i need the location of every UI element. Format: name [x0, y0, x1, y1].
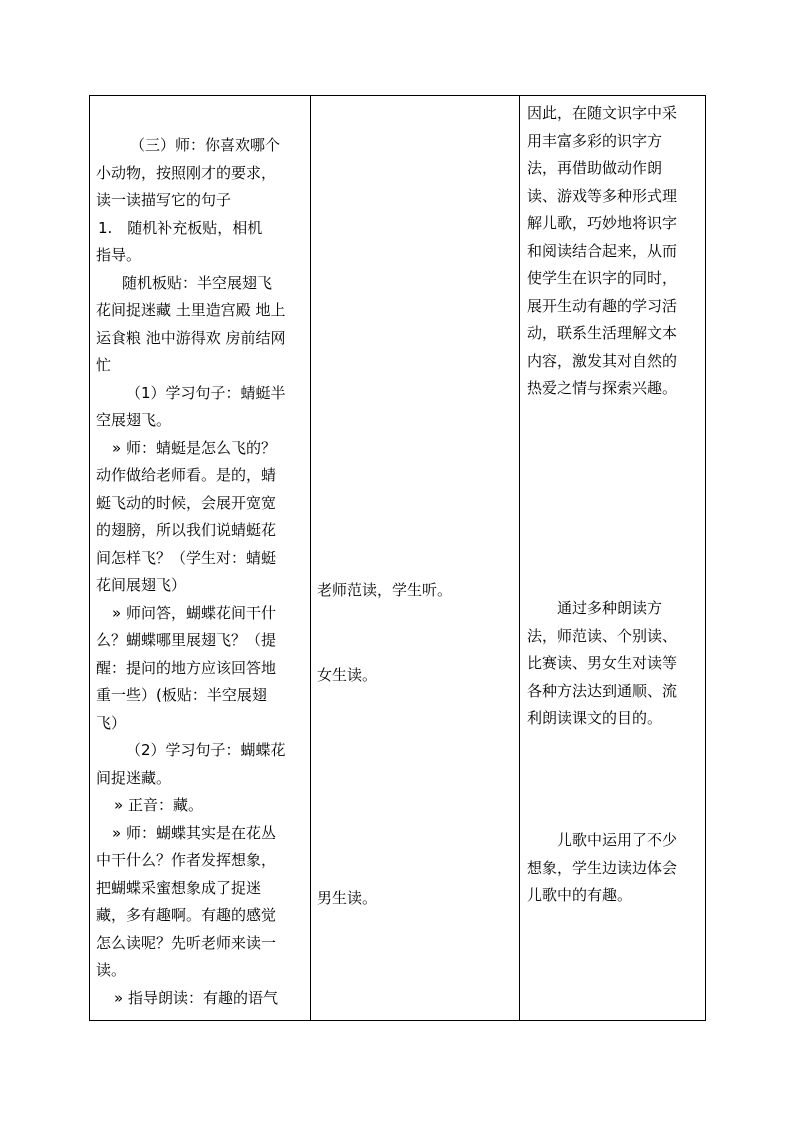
- text-line: 怎么读呢？先听老师来读一: [96, 934, 277, 952]
- text-line: 醒：提问的地方应该回答地: [96, 659, 277, 677]
- text-line: 蜓飞动的时候，会展开宽宽: [96, 494, 277, 512]
- text-line: 花间展翅飞）: [96, 576, 187, 594]
- text-line: 1. 随机补充板贴，相机: [98, 219, 263, 237]
- text-line: 通过多种朗读方: [557, 599, 663, 617]
- text-line: 男生读。: [317, 889, 378, 907]
- student-activity-cell: [311, 96, 520, 1021]
- text-line: 藏，多有趣啊。有趣的感觉: [96, 906, 277, 924]
- text-line: 读。: [96, 961, 127, 979]
- text-line: （三）师：你喜欢哪个: [130, 136, 281, 154]
- text-line: 热爱之情与探索兴趣。: [527, 379, 678, 397]
- text-line: 动，联系生活理解文本: [527, 324, 678, 342]
- text-line: 动作做给老师看。是的，蜻: [96, 466, 277, 484]
- text-line: » 师：蜻蜓是怎么飞的？: [112, 439, 276, 457]
- text-line: 比赛读、男女生对读等: [527, 654, 678, 672]
- text-line: 老师范读，学生听。: [317, 581, 453, 599]
- text-line: 展开生动有趣的学习活: [527, 297, 678, 315]
- text-line: （1）学习句子：蜻蜓半: [126, 384, 286, 402]
- lesson-plan-table: [89, 95, 706, 1021]
- text-line: 法，师范读、个别读、: [527, 627, 678, 645]
- table-row: [90, 96, 706, 1021]
- text-line: 女生读。: [317, 666, 378, 684]
- text-line: 随机板贴：半空展翅飞: [122, 274, 273, 292]
- text-line: 中干什么？作者发挥想象，: [96, 851, 277, 869]
- text-line: 因此，在随文识字中采: [527, 104, 678, 122]
- text-line: 间捉迷藏。: [96, 769, 172, 787]
- text-line: 解儿歌，巧妙地将识字: [527, 214, 678, 232]
- text-line: 空展翅飞。: [96, 411, 172, 429]
- text-line: 花间捉迷藏 土里造宫殿 地上: [96, 301, 286, 319]
- teaching-process-cell: [90, 96, 311, 1021]
- text-line: 重一些）(板贴：半空展翅: [96, 686, 267, 704]
- text-line: 小动物，按照刚才的要求，: [96, 164, 277, 182]
- design-intent-cell: [520, 96, 706, 1021]
- text-line: 把蝴蝶采蜜想象成了捉迷: [96, 879, 262, 897]
- text-line: » 师问答，蝴蝶花间干什: [112, 604, 276, 622]
- text-line: 用丰富多彩的识字方: [527, 132, 663, 150]
- text-line: 各种方法达到通顺、流: [527, 682, 678, 700]
- text-line: 法，再借助做动作朗: [527, 159, 663, 177]
- text-line: » 正音：藏。: [114, 796, 203, 814]
- text-line: 间怎样飞？（学生对：蜻蜓: [96, 549, 277, 567]
- text-line: » 指导朗读：有趣的语气: [114, 989, 278, 1007]
- text-line: 儿歌中运用了不少: [557, 831, 678, 849]
- text-line: 的翅膀，所以我们说蜻蜓花: [96, 521, 277, 539]
- text-line: 儿歌中的有趣。: [527, 886, 633, 904]
- text-line: 飞）: [96, 714, 127, 732]
- text-line: 读一读描写它的句子: [96, 191, 232, 209]
- text-line: 想象，学生边读边体会: [527, 859, 678, 877]
- text-line: 和阅读结合起来，从而: [527, 242, 678, 260]
- text-line: 利朗读课文的目的。: [527, 709, 663, 727]
- text-line: 么？蝴蝶哪里展翅飞？（提: [96, 631, 277, 649]
- text-line: 使学生在识字的同时，: [527, 269, 678, 287]
- text-line: » 师：蝴蝶其实是在花丛: [112, 824, 276, 842]
- text-line: 运食粮 池中游得欢 房前结网: [96, 329, 286, 347]
- text-line: （2）学习句子：蝴蝶花: [126, 741, 286, 759]
- text-line: 读、游戏等多种形式理: [527, 187, 678, 205]
- text-line: 指导。: [96, 246, 142, 264]
- text-line: 内容，激发其对自然的: [527, 352, 678, 370]
- text-line: 忙: [96, 356, 112, 374]
